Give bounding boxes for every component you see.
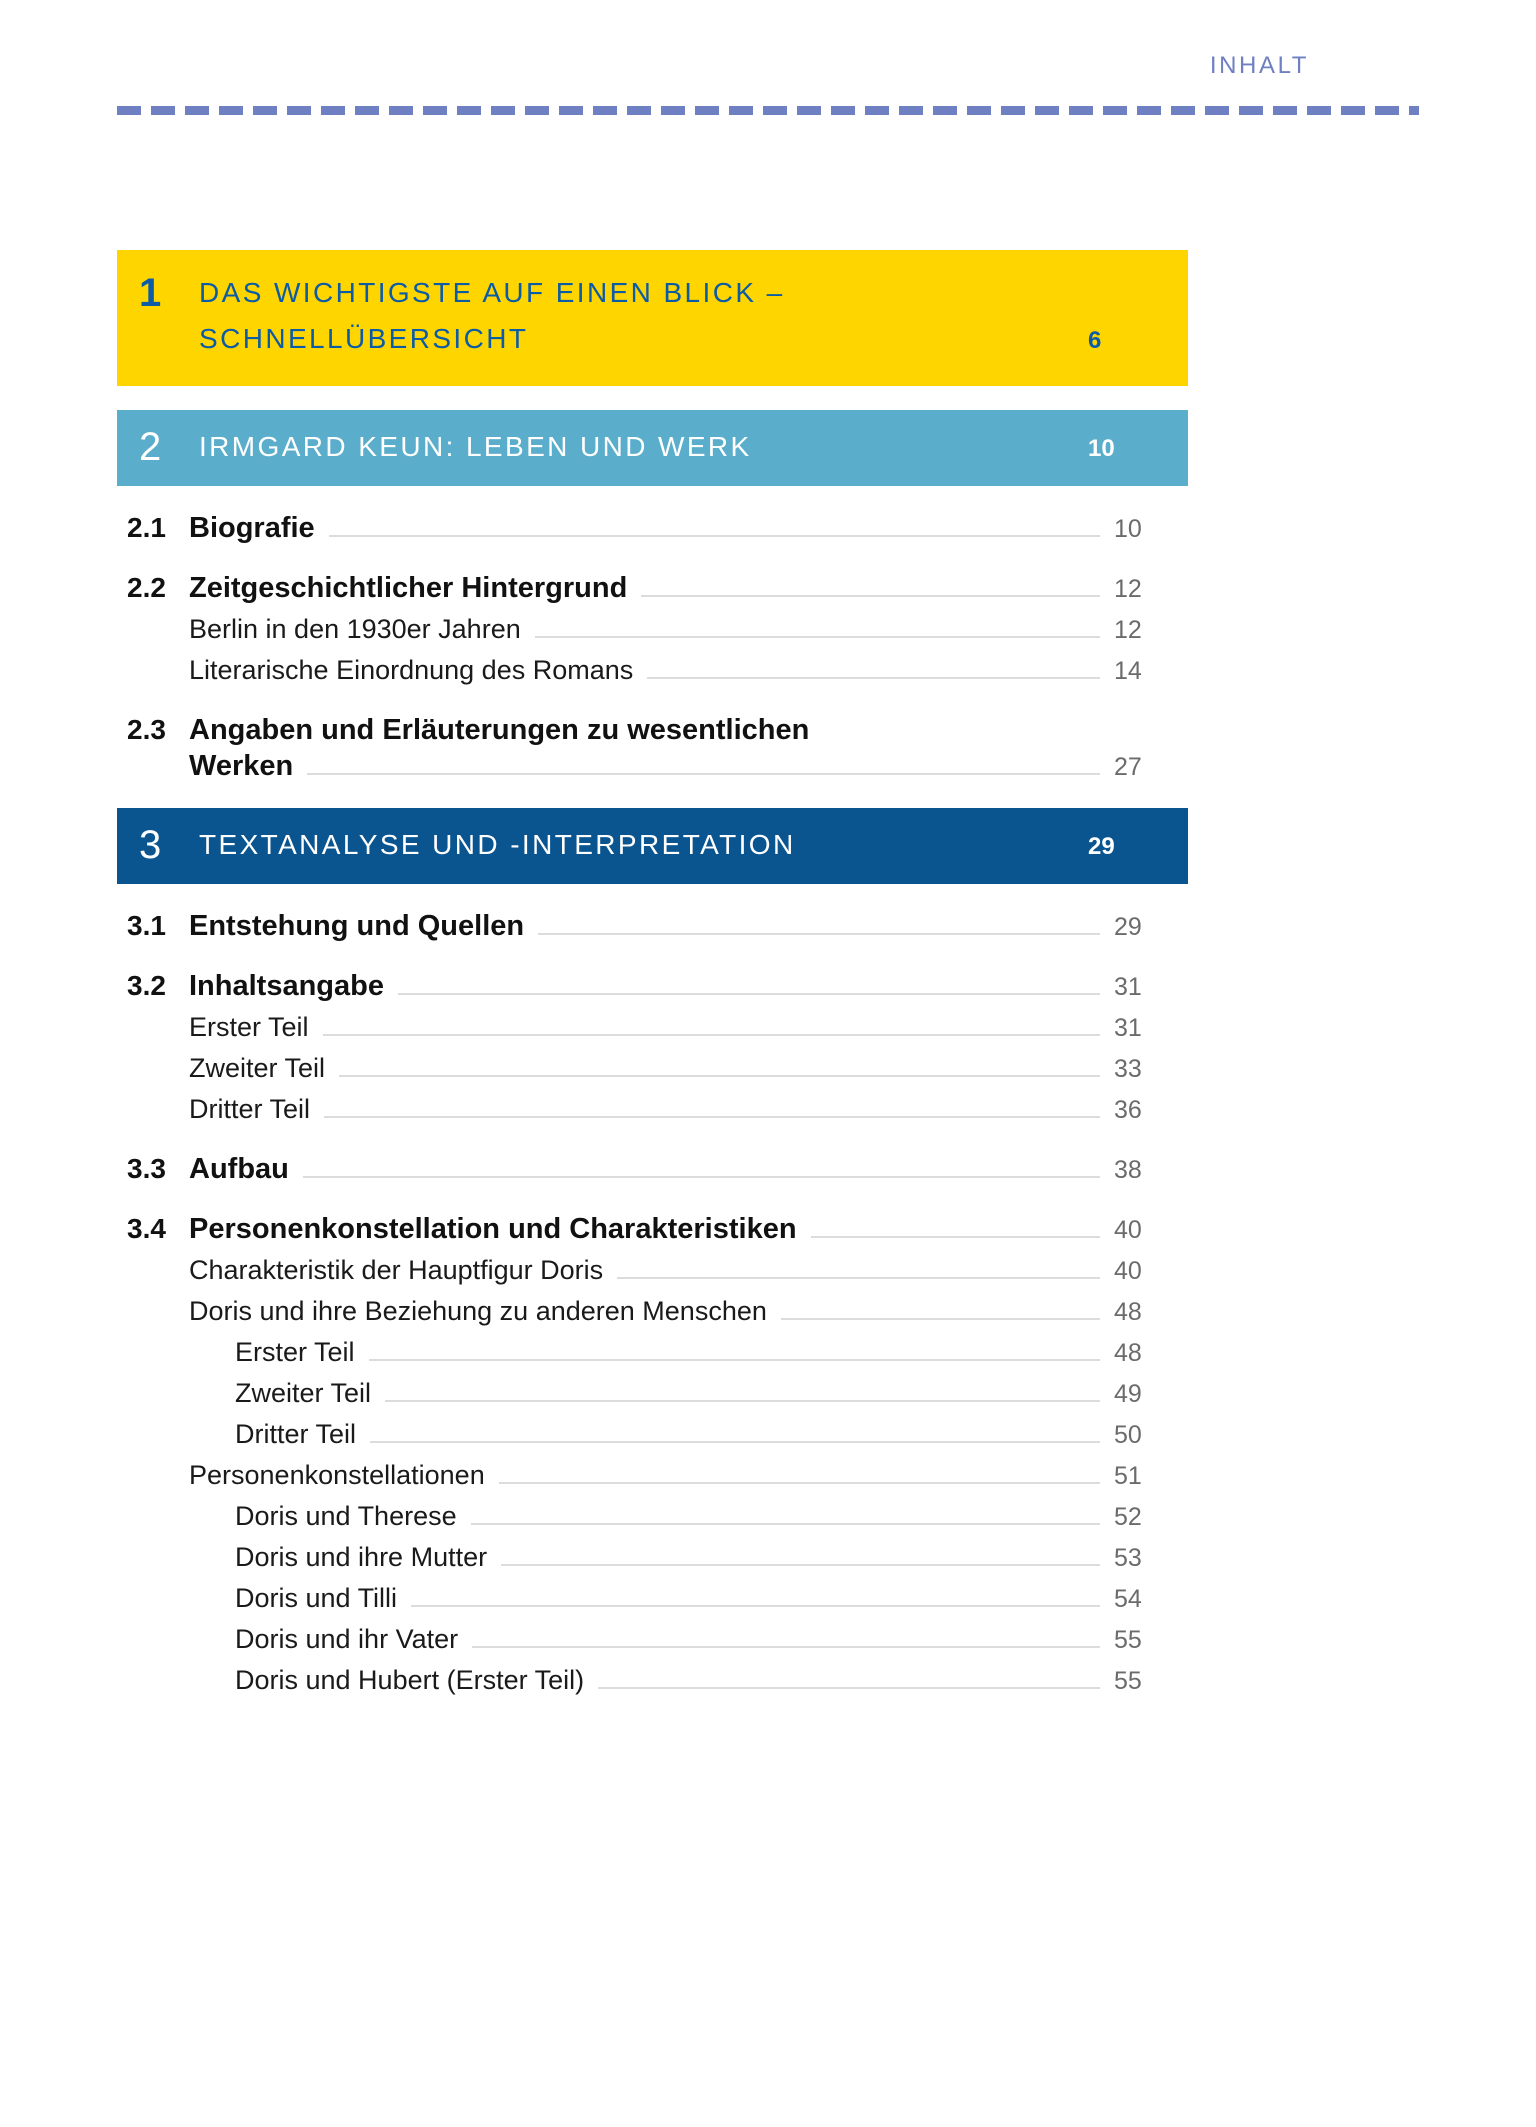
toc-entry[interactable]	[117, 970, 1188, 1004]
chapter-number: 2	[139, 425, 162, 469]
toc-entry[interactable]	[117, 1213, 1188, 1247]
toc-entry-page-number: 52	[1114, 1503, 1142, 1531]
toc-entry[interactable]	[117, 1542, 1188, 1575]
toc-entry-page-number: 55	[1114, 1626, 1142, 1654]
toc-leader-line	[369, 1358, 1100, 1361]
toc-leader-line	[471, 1522, 1100, 1525]
toc-entry-page-number: 31	[1114, 1014, 1142, 1042]
toc-leader-line	[781, 1317, 1100, 1320]
toc-leader-line	[499, 1481, 1100, 1484]
toc-leader-line	[598, 1686, 1100, 1689]
toc-entry-label: Inhaltsangabe	[189, 970, 384, 1002]
toc-leader-line	[324, 1115, 1100, 1118]
toc-entry-label: Berlin in den 1930er Jahren	[189, 614, 521, 644]
toc-entry-page-number: 53	[1114, 1544, 1142, 1572]
toc-entry-label: Erster Teil	[189, 1012, 309, 1042]
header-title: INHALT	[1209, 52, 1309, 79]
toc-entry-page-number: 31	[1114, 973, 1142, 1001]
chapter-spacer	[117, 386, 1188, 410]
toc-entry-label: Charakteristik der Hauptfigur Doris	[189, 1255, 604, 1285]
toc-entry-page-number: 40	[1114, 1257, 1142, 1285]
toc-leader-line	[823, 738, 1100, 739]
toc-entry-number: 2.3	[127, 714, 166, 745]
toc-leader-line	[641, 594, 1100, 597]
toc-entry-page-number: 51	[1114, 1462, 1142, 1490]
toc-entry-page-number: 33	[1114, 1055, 1142, 1083]
toc-entry-label: Dritter Teil	[189, 1094, 311, 1124]
chapter-title-line-1: IRMGARD KEUN: LEBEN UND WERK	[199, 431, 752, 462]
toc-entry-number: 3.2	[127, 970, 166, 1001]
toc-leader-line	[385, 1399, 1100, 1402]
toc-entry[interactable]	[117, 1583, 1188, 1616]
chapter-title	[199, 270, 1088, 362]
chapter-title-line-1: TEXTANALYSE UND -INTERPRETATION	[199, 829, 796, 860]
toc-entry[interactable]	[117, 512, 1188, 546]
chapter-banner-3[interactable]	[117, 808, 1188, 884]
toc-entry-label: Erster Teil	[235, 1337, 355, 1367]
toc-entry[interactable]	[117, 1053, 1188, 1086]
toc-entry-label: Doris und ihr Vater	[235, 1624, 459, 1654]
chapter-title-line-2: SCHNELLÜBERSICHT	[199, 323, 529, 354]
toc-entry-label: Doris und Tilli	[235, 1583, 398, 1613]
toc-entry-page-number: 29	[1114, 913, 1142, 941]
toc-entry[interactable]	[117, 572, 1188, 606]
toc-entry[interactable]	[117, 1337, 1188, 1370]
toc-entry[interactable]	[117, 1419, 1188, 1452]
toc-entry-page-number: 12	[1114, 616, 1142, 644]
toc-entry-label: Doris und Therese	[235, 1501, 457, 1531]
toc-entry[interactable]	[117, 1296, 1188, 1329]
toc-entry-label: Doris und ihre Beziehung zu anderen Menschen	[189, 1296, 767, 1326]
toc-entry-label: Personenkonstellation und Charakteristiken	[189, 1213, 797, 1245]
toc-entry-label: Entstehung und Quellen	[189, 910, 525, 942]
toc-leader-line	[535, 635, 1100, 638]
toc-entry-page-number: 49	[1114, 1380, 1142, 1408]
toc-leader-line	[339, 1074, 1100, 1077]
toc-entry[interactable]	[117, 1378, 1188, 1411]
toc-entry-label: Werken	[189, 750, 294, 782]
chapter-banner-1[interactable]	[117, 250, 1188, 386]
toc-leader-line	[411, 1604, 1100, 1607]
toc-entry-label: Zweiter Teil	[189, 1053, 326, 1083]
chapter-page-number: 6	[1088, 327, 1102, 354]
toc-leader-line	[617, 1276, 1100, 1279]
toc-entry[interactable]	[117, 1153, 1188, 1187]
chapter-page-number: 10	[1088, 435, 1115, 462]
chapter-page-number: 29	[1088, 833, 1115, 860]
toc-entry[interactable]	[117, 614, 1188, 647]
toc-entry[interactable]	[117, 1460, 1188, 1493]
toc-leader-line	[472, 1645, 1100, 1648]
toc-entry-number: 3.4	[127, 1213, 166, 1244]
running-header	[117, 52, 1419, 112]
toc-entry-label: Zeitgeschichtlicher Hintergrund	[189, 572, 628, 604]
toc-entry[interactable]	[117, 1501, 1188, 1534]
chapter-title	[199, 424, 1088, 470]
chapter-number: 1	[139, 271, 162, 315]
toc-leader-line	[307, 772, 1100, 775]
toc-entry-label: Angaben und Erläuterungen zu wesentlichen	[189, 714, 810, 746]
toc-entry-page-number: 40	[1114, 1216, 1142, 1244]
toc-entry-page-number: 48	[1114, 1298, 1142, 1326]
toc-entry-label: Doris und Hubert (Erster Teil)	[235, 1665, 585, 1695]
toc-entry-label: Personenkonstellationen	[189, 1460, 485, 1490]
toc-entry-page-number: 55	[1114, 1667, 1142, 1695]
toc-entry[interactable]	[117, 1012, 1188, 1045]
toc-entry-page-number: 38	[1114, 1156, 1142, 1184]
toc-entry[interactable]	[117, 1094, 1188, 1127]
toc-entry-label: Dritter Teil	[235, 1419, 357, 1449]
toc-entry-number: 2.1	[127, 512, 166, 543]
toc-entry-page-number: 10	[1114, 515, 1142, 543]
toc-leader-line	[303, 1175, 1100, 1178]
toc-entry-label: Aufbau	[189, 1153, 289, 1185]
table-of-contents	[117, 250, 1188, 1698]
toc-entry[interactable]	[117, 714, 1188, 748]
toc-leader-line	[329, 534, 1100, 537]
toc-entry-page-number: 36	[1114, 1096, 1142, 1124]
toc-leader-line	[501, 1563, 1100, 1566]
toc-leader-line	[647, 676, 1100, 679]
toc-entry-label: Doris und ihre Mutter	[235, 1542, 488, 1572]
chapter-title	[199, 822, 1088, 868]
toc-entry[interactable]	[117, 1665, 1188, 1698]
toc-entry-label: Literarische Einordnung des Romans	[189, 655, 634, 685]
toc-entry-page-number: 14	[1114, 657, 1142, 685]
toc-entry-number: 3.3	[127, 1153, 166, 1184]
toc-entry-number: 3.1	[127, 910, 166, 941]
toc-entry-page-number: 12	[1114, 575, 1142, 603]
toc-entry-page-number: 50	[1114, 1421, 1142, 1449]
toc-entry-number: 2.2	[127, 572, 166, 603]
toc-leader-line	[370, 1440, 1100, 1443]
chapter-number: 3	[139, 823, 162, 867]
toc-entry-label: Biografie	[189, 512, 315, 544]
toc-leader-line	[398, 992, 1100, 995]
toc-entry[interactable]	[117, 910, 1188, 944]
toc-entry[interactable]	[117, 750, 1188, 784]
toc-leader-line	[323, 1033, 1100, 1036]
toc-leader-line	[538, 932, 1100, 935]
toc-entry-page-number: 54	[1114, 1585, 1142, 1613]
header-dashed-rule	[117, 106, 1419, 115]
toc-entry[interactable]	[117, 1624, 1188, 1657]
chapter-banner-2[interactable]	[117, 410, 1188, 486]
toc-entry-label: Zweiter Teil	[235, 1378, 372, 1408]
toc-entry[interactable]	[117, 655, 1188, 688]
chapter-title-line-1: DAS WICHTIGSTE AUF EINEN BLICK –	[199, 277, 785, 308]
toc-entry[interactable]	[117, 1255, 1188, 1288]
chapter-spacer	[117, 784, 1188, 808]
toc-entry-page-number: 48	[1114, 1339, 1142, 1367]
toc-leader-line	[811, 1235, 1100, 1238]
toc-entry-page-number: 27	[1114, 753, 1142, 781]
